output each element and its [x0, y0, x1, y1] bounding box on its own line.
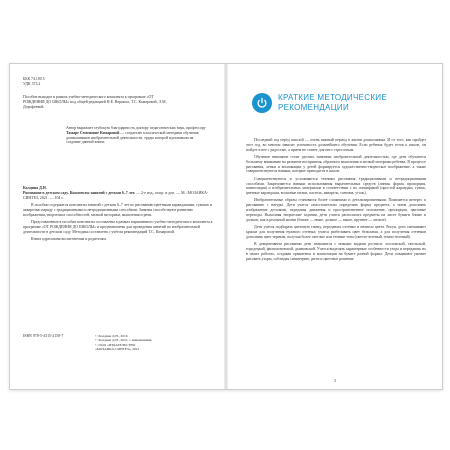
body-paragraph: Совершенствуются и усложняются техники рисования традиционными и нетрадиционными способами. Закрепляются навыки использования выразительных средств (линия, форма, пропорция, композиция) и изобразительных материалов в соответствии с их спецификой (простой карандаш, гуашь, цветные карандаши, восковые мелки, пастель, акварель, сангина, уголь).	[246, 176, 426, 196]
bib-title: Рисование в детском саду. Конспекты занятий с детьми 6–7 лет.	[23, 190, 136, 195]
series-note: Пособие выходит в рамках учебно-методического комплекта к программе «ОТ РОЖДЕНИЯ ДО ШКОЛЫ» под общей редакцией Н.Е. Вераксы, Т.С. Комаровой, Э.М. Дорофеевой.	[23, 95, 167, 109]
acknowledgement-name: Тамаре Семеновне Комаровой	[66, 130, 120, 135]
bib-author: Колдина Д.Н.	[23, 186, 47, 190]
left-page	[10, 64, 226, 389]
acknowledgement	[66, 126, 206, 145]
body-paragraph: В декоративном рисовании дети знакомятся с новыми видами росписи: хохломской, гжельской, городецкой, филимоновской, дымковской. Учатся выделять характерные особенности узора и передавать их в своих работах, создавая орнаменты и композиции на бумаге разной формы. Дети осваивают умение рисовать узоры, соблюдая симметрию, ритм и цветовое решение.	[246, 241, 426, 261]
body-paragraph: Изобразительные образы становятся более сложными и детализированными. Появляется интерес к рисованию с натуры. Дети учатся самостоятельно определять форму предмета, а затем дополнять изображение деталями, передавая движения и пространственное положение, пропорции, цветовые переходы. Выполняя творческие задания, дети учатся располагать предметы на листе бумаги ближе и дальше, как в реальной жизни (ближе — ниже, дальше — выше, крупнее — мельче).	[246, 198, 426, 222]
body-paragraph: Обучение внимание стоит уделять занятиям изобразительной деятельностью, где дети обучаются большему вниманию на развитие восприятия, образного мышления и мелкой моторики ребенка. В процессе рисования, лепки и аппликации у детей формируется художественно-творческое воображение, а также совершенствуются навыки, которые пригодятся в школе.	[246, 154, 426, 174]
copyright-notices	[95, 334, 175, 352]
acknowledgement-rest: — создателю классической методики обучения дошкольников изобразительной деятельности, труды которой вдохновили на создание данной книги.	[66, 130, 199, 145]
copyright-line: «МОЗАИКА-СИНТЕЗ», 2021	[95, 347, 140, 352]
body-paragraph: Дети учатся подбирать цветовую гамму, передавать оттенки и нюансы цвета. Рисуя, дети смешивают краски для получения нужного оттенка; учатся разбеливать цвет белилами, а для получения оттенков дополнять цвет черным, получая более светлые или темные тона (светло-зеленый, темно-зеленый).	[246, 225, 426, 239]
bibliographic-record	[23, 186, 215, 244]
power-icon	[252, 93, 272, 113]
bib-heading	[23, 186, 215, 200]
copyright-line: © ООО «ИЗДАТЕЛЬСТВО	[95, 342, 136, 347]
section-header	[226, 64, 442, 134]
right-page	[226, 64, 442, 389]
classification-codes	[23, 77, 103, 86]
page-number: 3	[334, 378, 336, 383]
bib-imprint: — 2-е изд., испр. и доп. — М.: МОЗАИКА-СИНТЕЗ, 2021. — 104 с.	[23, 190, 209, 200]
book-spread	[9, 63, 443, 390]
bib-paragraph: Книга адресована воспитателям и родителям.	[31, 236, 107, 241]
udk-code: УДК 373.2	[23, 81, 41, 86]
body-paragraph: Последний год перед школой — очень важный период в жизни дошкольника. И от того, как пройдет этот год, во многом зависит успешность дальнейшего обучения. Если ребенок будет готов к школе, он пойдет в нее с радостью, а прием не станет для него стрессовым.	[246, 138, 426, 152]
bbk-code: ББК 74.100.5	[23, 77, 45, 81]
copyright-line: © Колдина Д.Н., 2016	[95, 334, 128, 338]
body-text	[246, 138, 426, 264]
bib-paragraph: В пособии содержатся конспекты занятий с детьми 6–7 лет по рисованию цветными карандашами, гуашью и акварелью наряду с традиционными и нетрадиционными способами. Занятия способствуют развитию воображения, творческих способностей, мелкой моторики, мышления и речи.	[23, 202, 213, 217]
bib-paragraph: Представленные в пособии конспекты составлены в рамках вариативного учебно-методического комплекта к программе «ОТ РОЖДЕНИЯ ДО ШКОЛЫ» и предназначены для проведения занятий по изобразительной деятельности в детском саду. Методика составлена с учётом рекомендаций Т.С. Комаровой.	[23, 219, 213, 234]
section-title: КРАТКИЕ МЕТОДИЧЕСКИЕ РЕКОМЕНДАЦИИ	[278, 93, 387, 112]
copyright-line: © Колдина Д.Н., 2021, с изменениями	[95, 338, 152, 343]
acknowledgement-intro: Автор выражает глубокую благодарность доктору педагогических наук, профессору	[66, 126, 206, 130]
isbn: ISBN 978-5-4315-2158-7	[23, 334, 64, 338]
